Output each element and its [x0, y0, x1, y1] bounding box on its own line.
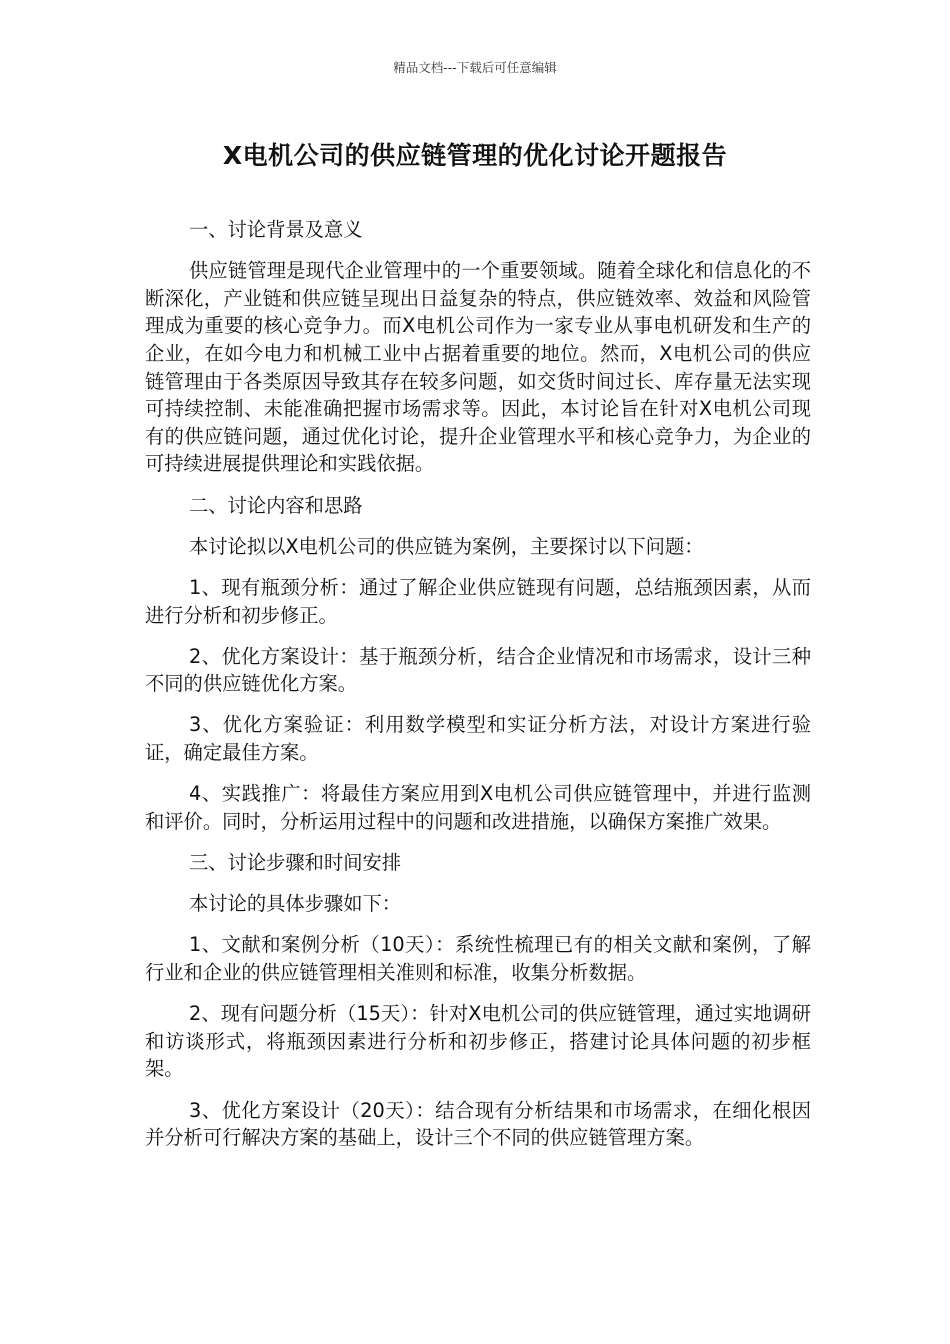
paragraph-steps-intro: 本讨论的具体步骤如下：	[189, 892, 402, 916]
list-item-content-3: 3、优化方案验证：利用数学模型和实证分析方法，对设计方案进行验证，确定最佳方案。	[145, 713, 811, 765]
paragraph-background: 供应链管理是现代企业管理中的一个重要领域。随着全球化和信息化的不断深化，产业链和供应链呈现出日益复杂的特点，供应链效率、效益和风险管理成为重要的核心竞争力。而X电机公司作为一家专业从事电机研发和生产的企业，在如今电力和机械工业中占据着重要的地位。然而，X电机公司的供应链管理由于各类原因导致其存在较多问题，如交货时间过长、库存量无法实现可持续控制、未能准确把握市场需求等。因此，本讨论旨在针对X电机公司现有的供应链问题，通过优化讨论，提升企业管理水平和核心竞争力，为企业的可持续进展提供理论和实践依据。	[145, 259, 811, 476]
document-title: X电机公司的供应链管理的优化讨论开题报告	[222, 141, 728, 170]
paragraph-content-intro: 本讨论拟以X电机公司的供应链为案例，主要探讨以下问题：	[189, 534, 704, 558]
list-item-step-1: 1、文献和案例分析（10天）：系统性梳理已有的相关文献和案例，了解行业和企业的供应链管理相关准则和标准，收集分析数据。	[145, 933, 811, 984]
section-heading-background: 一、讨论背景及意义	[189, 218, 363, 241]
section-heading-content: 二、讨论内容和思路	[189, 493, 363, 517]
list-item-content-4: 4、实践推广：将最佳方案应用到X电机公司供应链管理中，并进行监测和评价。同时，分析运用过程中的问题和改进措施，以确保方案推广效果。	[145, 782, 811, 833]
header-watermark: 精品文档---下载后可任意编辑	[393, 60, 557, 75]
document-body	[145, 216, 811, 1165]
section-heading-steps: 三、讨论步骤和时间安排	[189, 851, 402, 875]
list-item-step-2: 2、现有问题分析（15天）：针对X电机公司的供应链管理，通过实地调研和访谈形式，将瓶颈因素进行分析和初步修正，搭建讨论具体问题的初步框架。	[145, 1002, 811, 1081]
list-item-content-1: 1、现有瓶颈分析：通过了解企业供应链现有问题，总结瓶颈因素，从而进行分析和初步修正。	[145, 575, 811, 627]
list-item-content-2: 2、优化方案设计：基于瓶颈分析，结合企业情况和市场需求，设计三种不同的供应链优化方案。	[145, 644, 811, 696]
list-item-step-3: 3、优化方案设计（20天）：结合现有分析结果和市场需求，在细化根因并分析可行解决方案的基础上，设计三个不同的供应链管理方案。	[145, 1098, 811, 1150]
